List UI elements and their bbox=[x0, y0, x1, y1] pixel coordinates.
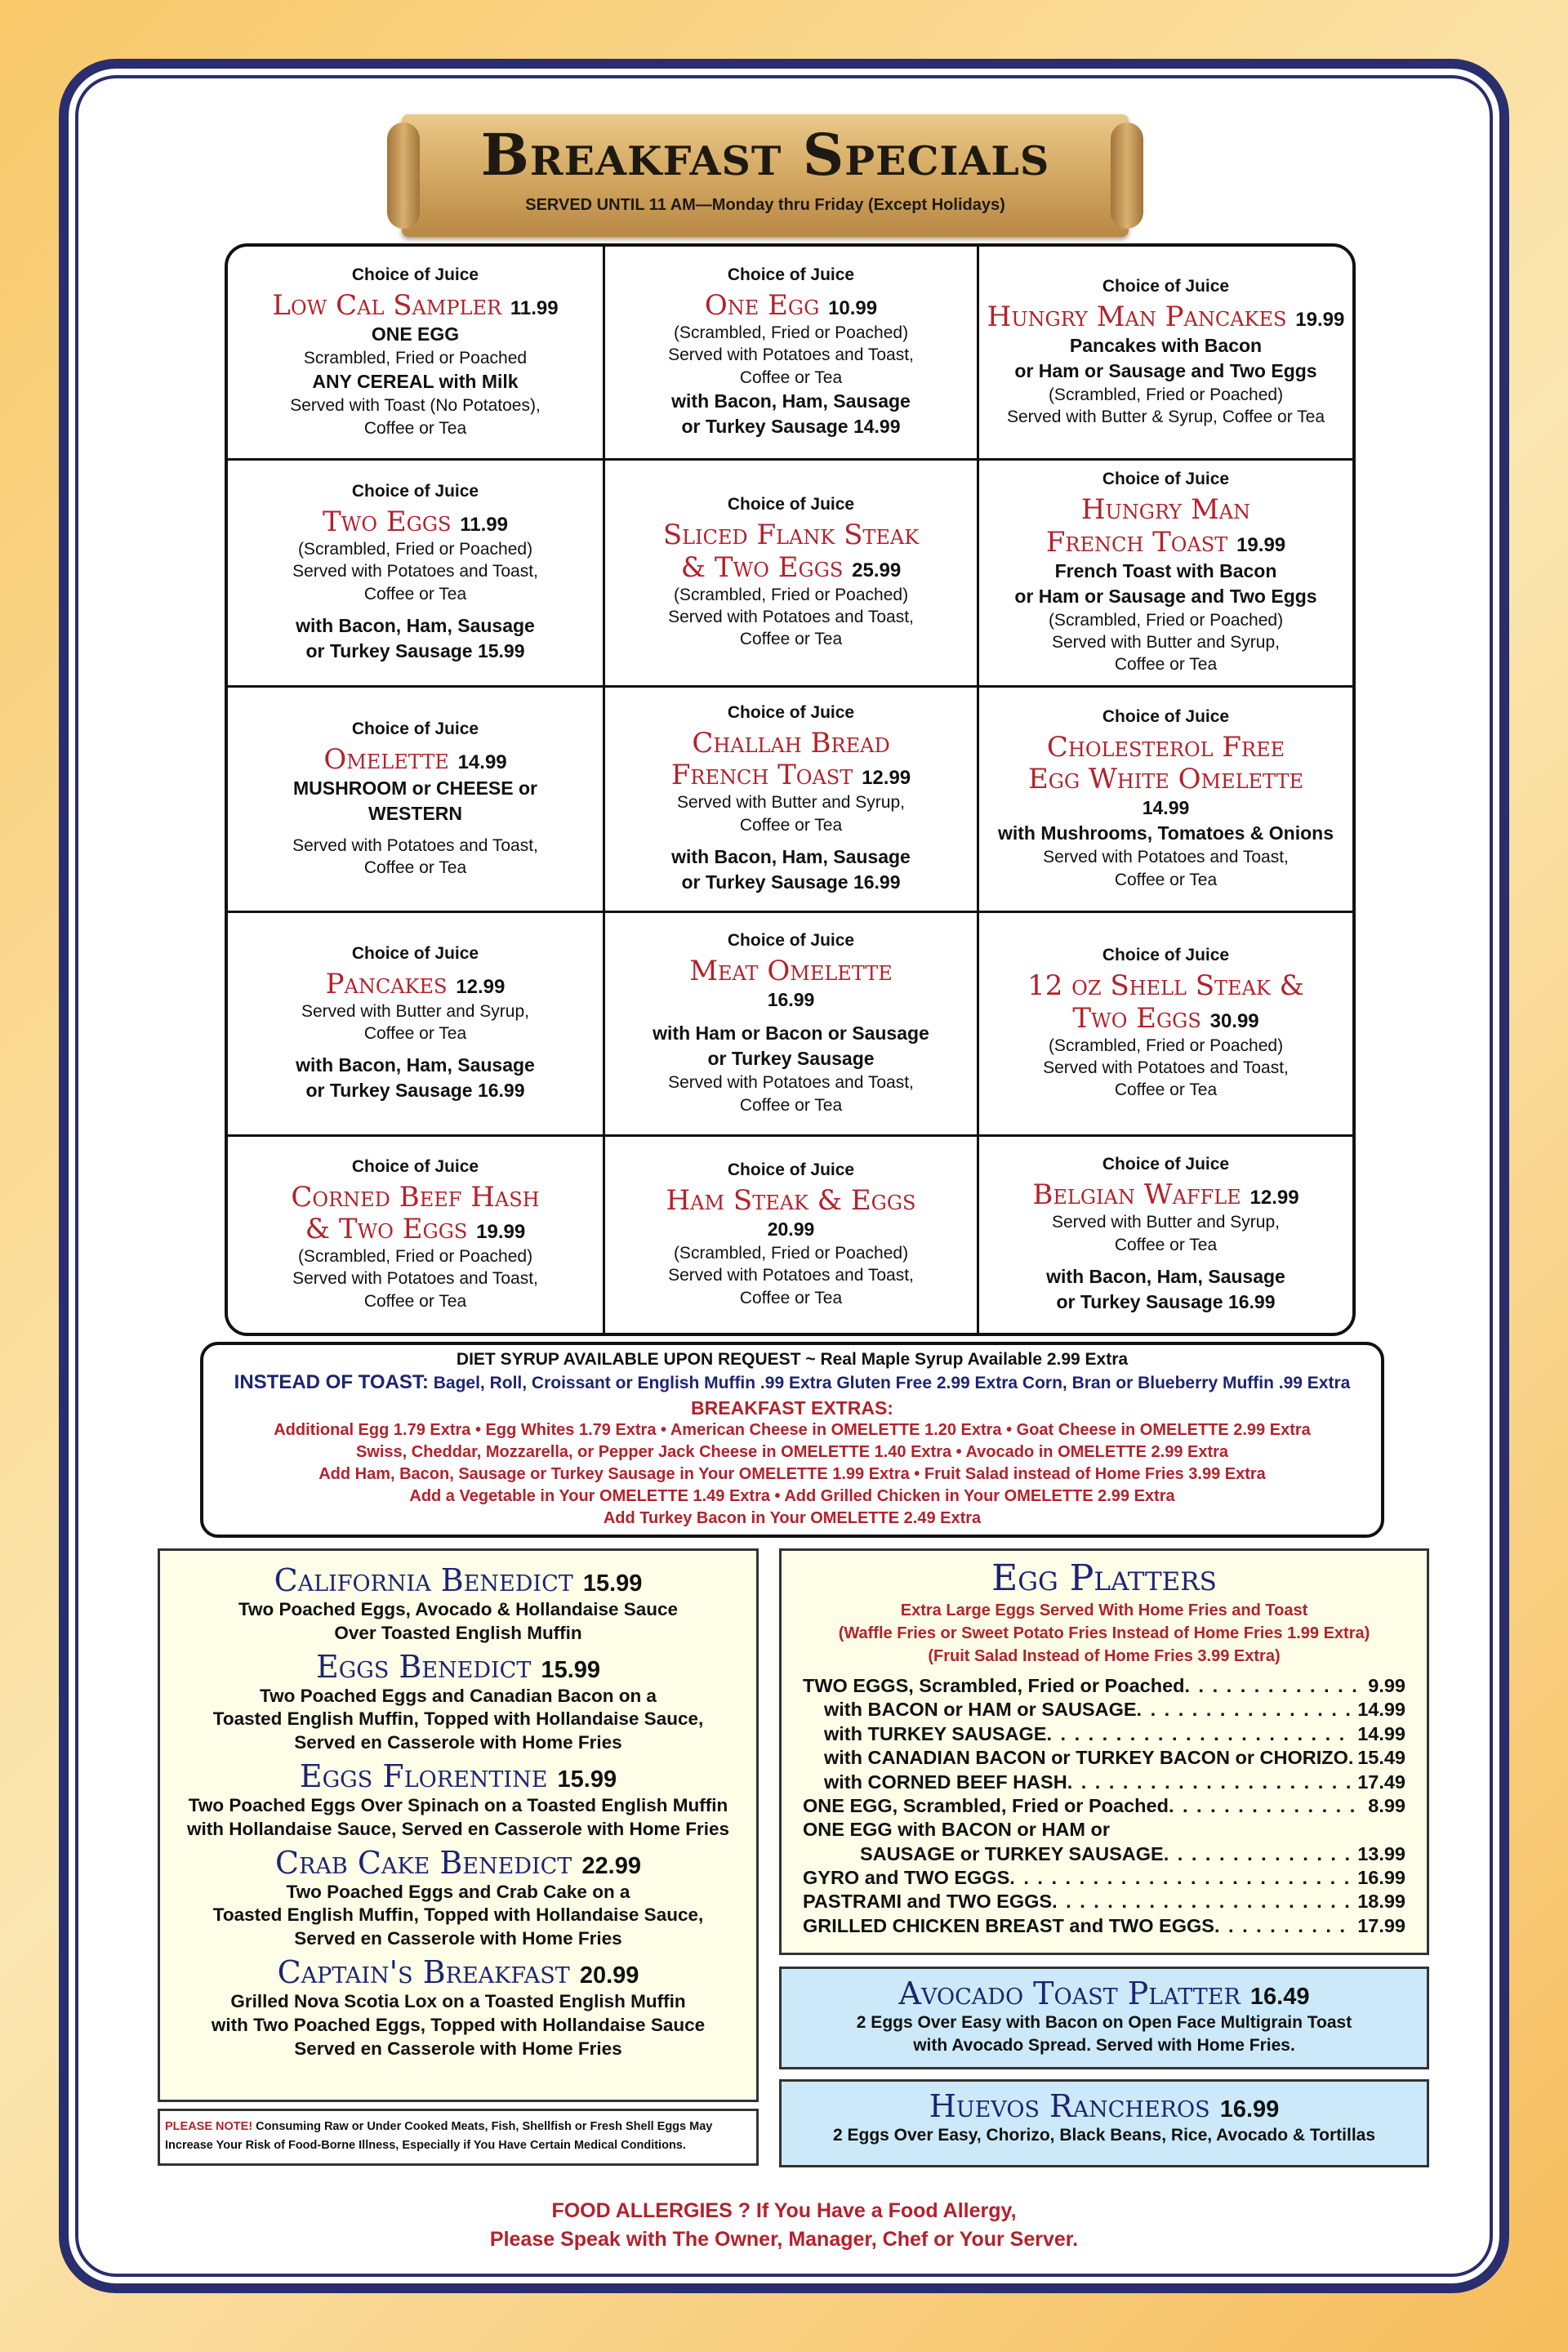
item-title-2: Egg White Omelette bbox=[1027, 763, 1304, 796]
item-name: Two Eggs bbox=[1072, 1001, 1201, 1035]
avocado-toast-box bbox=[779, 1967, 1429, 2069]
platter-label: ONE EGG with BACON or HAM or bbox=[803, 1819, 1110, 1841]
item-line: or Turkey Sausage 16.99 bbox=[1056, 1290, 1276, 1312]
item-line: Served with Potatoes and Toast, bbox=[292, 835, 538, 855]
benedict-title bbox=[160, 1845, 756, 1881]
special-omelette bbox=[228, 688, 605, 913]
item-line: ANY CEREAL with Milk bbox=[312, 371, 519, 393]
item-line: Served with Butter and Syrup, bbox=[1052, 1213, 1280, 1232]
item-line: (Scrambled, Fried or Poached) bbox=[673, 323, 909, 343]
item-line: Toasted English Muffin, Topped with Hollandaise Sauce, bbox=[212, 1904, 704, 1926]
platter-price: 17.99 bbox=[1357, 1914, 1405, 1936]
item-price: 16.99 bbox=[767, 989, 815, 1011]
special-shell-steak bbox=[979, 913, 1352, 1137]
platter-price: 17.49 bbox=[1357, 1771, 1405, 1793]
item-name: California Benedict bbox=[274, 1562, 573, 1598]
item-line: 2 Eggs Over Easy with Bacon on Open Face Multigrain Toast bbox=[856, 2013, 1352, 2032]
item-line: Served with Butter and Syrup, bbox=[301, 1001, 529, 1021]
special-low-cal-sampler bbox=[228, 247, 605, 461]
juice-label: Choice of Juice bbox=[351, 265, 479, 284]
item-line: 2 Eggs Over Easy, Chorizo, Black Beans, Rice, Avocado & Tortillas bbox=[832, 2126, 1376, 2145]
item-line: Coffee or Tea bbox=[1114, 1235, 1218, 1254]
platter-price: 16.99 bbox=[1357, 1867, 1405, 1888]
item-line: Coffee or Tea bbox=[363, 1291, 467, 1311]
note-lead: PLEASE NOTE! bbox=[165, 2120, 253, 2133]
item-line: (Scrambled, Fried or Poached) bbox=[673, 585, 909, 604]
platters-list bbox=[803, 1674, 1405, 1938]
item-price: 12.99 bbox=[456, 975, 506, 998]
food-allergy-notice bbox=[0, 2197, 1568, 2254]
item-line: (Scrambled, Fried or Poached) bbox=[1048, 610, 1284, 630]
leader-dots bbox=[1052, 1890, 1354, 1913]
item-price: 15.99 bbox=[582, 1570, 643, 1597]
juice-label: Choice of Juice bbox=[351, 719, 479, 738]
item-line: with Bacon, Ham, Sausage bbox=[296, 614, 535, 636]
leader-dots bbox=[1348, 1746, 1354, 1770]
item-line: with Avocado Spread. Served with Home Fries. bbox=[913, 2036, 1295, 2056]
diet-syrup-line: DIET SYRUP AVAILABLE UPON REQUEST ~ Real Maple Syrup Available 2.99 Extra bbox=[456, 1350, 1129, 1369]
item-line: Two Poached Eggs, Avocado & Hollandaise Sauce bbox=[238, 1599, 679, 1619]
item-name: Omelette bbox=[323, 742, 449, 776]
item-line: Served with Potatoes and Toast, bbox=[1043, 1058, 1289, 1077]
item-line: Over Toasted English Muffin bbox=[334, 1622, 582, 1643]
item-line: with Bacon, Ham, Sausage bbox=[1046, 1265, 1285, 1287]
juice-label: Choice of Juice bbox=[727, 1160, 855, 1179]
toast-rest: Bagel, Roll, Croissant or English Muffin .99 Extra Gluten Free 2.99 Extra Corn, Bran or Blueberry Muffin .99 Extra bbox=[428, 1374, 1351, 1392]
item-title bbox=[323, 506, 508, 538]
leader-dots bbox=[1009, 1866, 1354, 1890]
item-price: 19.99 bbox=[1236, 533, 1286, 556]
item-line: Coffee or Tea bbox=[739, 630, 843, 649]
item-line: Coffee or Tea bbox=[1114, 1080, 1218, 1100]
item-line: Scrambled, Fried or Poached bbox=[303, 349, 528, 368]
platter-price: 9.99 bbox=[1368, 1675, 1405, 1696]
huevos-title bbox=[782, 2088, 1427, 2124]
item-line: with Bacon, Ham, Sausage bbox=[671, 845, 911, 867]
item-line: (Scrambled, Fried or Poached) bbox=[1048, 1036, 1284, 1055]
platter-row bbox=[803, 1722, 1405, 1746]
avocado-title bbox=[782, 1976, 1427, 2011]
extras-line: Add Ham, Bacon, Sausage or Turkey Sausage in Your OMELETTE 1.99 Extra • Fruit Salad instead of Home Fries 3.99 Extra bbox=[318, 1465, 1266, 1483]
item-name: Two Eggs bbox=[323, 505, 452, 538]
platter-row bbox=[803, 1866, 1405, 1890]
special-corned-beef-hash bbox=[228, 1137, 605, 1333]
item-title-2 bbox=[681, 552, 901, 584]
item-line: Coffee or Tea bbox=[363, 418, 467, 438]
juice-label: Choice of Juice bbox=[1102, 470, 1230, 489]
item-line: with Hollandaise Sauce, Served en Casserole with Home Fries bbox=[187, 1818, 729, 1839]
special-belgian-waffle bbox=[979, 1137, 1352, 1333]
item-line: (Scrambled, Fried or Poached) bbox=[297, 540, 533, 559]
toast-options-line bbox=[203, 1371, 1381, 1394]
platter-price: 8.99 bbox=[1368, 1794, 1405, 1816]
platter-label: GYRO and TWO EGGS bbox=[803, 1867, 1010, 1888]
item-name: Hungry Man Pancakes bbox=[987, 300, 1287, 333]
item-line: Coffee or Tea bbox=[1114, 870, 1218, 889]
item-name: Eggs Florentine bbox=[299, 1757, 548, 1794]
item-line: or Turkey Sausage 16.99 bbox=[305, 1080, 525, 1102]
special-hungry-man-pancakes bbox=[979, 247, 1352, 461]
item-line: Coffee or Tea bbox=[739, 1288, 843, 1307]
special-pancakes bbox=[228, 913, 605, 1137]
item-line: MUSHROOM or CHEESE or bbox=[292, 777, 538, 799]
item-line: or Ham or Sausage and Two Eggs bbox=[1014, 359, 1317, 381]
item-line: Served en Casserole with Home Fries bbox=[294, 1928, 622, 1949]
health-warning-note bbox=[158, 2109, 759, 2166]
item-line: Two Poached Eggs and Crab Cake on a bbox=[286, 1881, 630, 1902]
juice-label: Choice of Juice bbox=[1102, 1155, 1230, 1174]
item-line: Served with Butter and Syrup, bbox=[1052, 632, 1280, 652]
item-line: with Ham or Bacon or Sausage bbox=[653, 1022, 929, 1045]
item-title-2 bbox=[1072, 1003, 1258, 1035]
platter-label: PASTRAMI and TWO EGGS bbox=[803, 1891, 1053, 1913]
leader-dots bbox=[1214, 1914, 1354, 1938]
special-ham-steak-eggs bbox=[605, 1137, 979, 1333]
item-line: with Bacon, Ham, Sausage bbox=[671, 390, 911, 412]
item-name: & Two Eggs bbox=[305, 1213, 468, 1246]
item-line: or Turkey Sausage 14.99 bbox=[681, 415, 901, 437]
platter-row bbox=[803, 1914, 1405, 1938]
item-price: 25.99 bbox=[852, 559, 902, 581]
leader-dots bbox=[1137, 1698, 1355, 1722]
platters-sub: (Fruit Salad Instead of Home Fries 3.99 Extra) bbox=[928, 1647, 1281, 1665]
item-line: (Scrambled, Fried or Poached) bbox=[673, 1244, 909, 1263]
juice-label: Choice of Juice bbox=[727, 495, 855, 514]
special-hungry-man-french-toast bbox=[979, 461, 1352, 688]
item-price: 20.99 bbox=[579, 1962, 639, 1989]
item-title-2 bbox=[671, 760, 911, 791]
platter-price: 14.99 bbox=[1357, 1722, 1405, 1744]
platters-sub: (Waffle Fries or Sweet Potato Fries Instead of Home Fries 1.99 Extra) bbox=[838, 1624, 1370, 1642]
item-line: Pancakes with Bacon bbox=[1069, 334, 1263, 356]
item-line: Served with Potatoes and Toast, bbox=[292, 1269, 538, 1289]
allergy-line-2: Please Speak with The Owner, Manager, Chef or Your Server. bbox=[489, 2228, 1079, 2251]
item-line: Served with Butter & Syrup, Coffee or Tea bbox=[1006, 408, 1325, 427]
item-name: Low Cal Sampler bbox=[272, 288, 502, 322]
special-meat-omelette bbox=[605, 913, 979, 1137]
item-line: Coffee or Tea bbox=[739, 1095, 843, 1115]
item-line: Served with Potatoes and Toast, bbox=[668, 345, 914, 365]
juice-label: Choice of Juice bbox=[727, 703, 855, 723]
platters-title: Egg Platters bbox=[991, 1557, 1217, 1599]
item-title-2 bbox=[305, 1214, 525, 1245]
item-title bbox=[987, 301, 1345, 333]
item-line: ONE EGG bbox=[371, 323, 460, 345]
benedict-title bbox=[160, 1758, 756, 1794]
allergy-line-1: FOOD ALLERGIES ? If You Have a Food Allergy, bbox=[551, 2199, 1017, 2222]
platter-label: with TURKEY SAUSAGE bbox=[824, 1722, 1047, 1744]
platters-sub: Extra Large Eggs Served With Home Fries and Toast bbox=[900, 1601, 1308, 1619]
item-line: Served with Potatoes and Toast, bbox=[668, 1266, 914, 1285]
egg-platters-box bbox=[779, 1548, 1429, 1955]
item-line: with Two Poached Eggs, Topped with Hollandaise Sauce bbox=[211, 2014, 706, 2035]
extras-line: Add a Vegetable in Your OMELETTE 1.49 Extra • Add Grilled Chicken in Your OMELETTE 2.99 Extra bbox=[409, 1487, 1175, 1505]
leader-dots bbox=[1046, 1722, 1354, 1746]
leader-dots bbox=[1185, 1674, 1365, 1698]
platter-label: SAUSAGE or TURKEY SAUSAGE bbox=[860, 1842, 1164, 1864]
page-title: Breakfast Specials bbox=[480, 121, 1050, 189]
item-line: Two Poached Eggs and Canadian Bacon on a bbox=[260, 1685, 657, 1706]
juice-label: Choice of Juice bbox=[351, 1156, 479, 1176]
item-name: Captain's Breakfast bbox=[277, 1953, 570, 1990]
item-price: 19.99 bbox=[1295, 308, 1345, 331]
extras-line: Additional Egg 1.79 Extra • Egg Whites 1.79 Extra • American Cheese in OMELETTE 1.20 Extra • Goat Cheese in OMELETTE 2.99 Extra bbox=[274, 1421, 1311, 1439]
specials-grid bbox=[225, 243, 1356, 1336]
title-banner bbox=[402, 114, 1129, 237]
platter-label: with CANADIAN BACON or TURKEY BACON or CHORIZO bbox=[824, 1747, 1348, 1769]
special-one-egg bbox=[605, 247, 979, 461]
item-name: One Egg bbox=[704, 288, 820, 322]
huevos-rancheros-box bbox=[779, 2079, 1429, 2167]
page-subtitle: SERVED UNTIL 11 AM—Monday thru Friday (Except Holidays) bbox=[525, 196, 1005, 214]
platter-row bbox=[803, 1818, 1405, 1842]
platter-row bbox=[803, 1842, 1405, 1866]
juice-label: Choice of Juice bbox=[1102, 707, 1230, 727]
benedict-title bbox=[160, 1954, 756, 1990]
item-title: Ham Steak & Eggs bbox=[666, 1183, 916, 1217]
item-line: Served en Casserole with Home Fries bbox=[294, 2038, 622, 2059]
item-price: 12.99 bbox=[1250, 1187, 1299, 1209]
item-title: Challah Bread bbox=[692, 727, 890, 760]
item-price: 20.99 bbox=[767, 1218, 815, 1241]
platter-row bbox=[803, 1698, 1405, 1722]
item-line: Served with Potatoes and Toast, bbox=[668, 1073, 914, 1093]
item-line: Coffee or Tea bbox=[739, 368, 843, 387]
benedict-title bbox=[160, 1649, 756, 1685]
item-title bbox=[705, 290, 877, 322]
platter-row bbox=[803, 1890, 1405, 1913]
item-line: Served en Casserole with Home Fries bbox=[294, 1732, 622, 1753]
item-price: 16.99 bbox=[1219, 2096, 1280, 2123]
item-price: 30.99 bbox=[1209, 1009, 1259, 1032]
extras-line: Add Turkey Bacon in Your OMELETTE 2.49 Extra bbox=[603, 1509, 982, 1527]
item-price: 11.99 bbox=[510, 296, 559, 319]
platter-price: 18.99 bbox=[1357, 1891, 1405, 1913]
platter-price: 13.99 bbox=[1357, 1842, 1405, 1864]
item-price: 15.99 bbox=[541, 1656, 601, 1683]
item-title bbox=[272, 290, 558, 322]
item-title bbox=[323, 744, 506, 776]
special-sliced-flank-steak bbox=[605, 461, 979, 688]
leader-dots bbox=[1067, 1771, 1355, 1794]
item-name: Huevos Rancheros bbox=[929, 2088, 1210, 2124]
platter-label: with BACON or HAM or SAUSAGE bbox=[824, 1699, 1137, 1721]
special-challah-french-toast bbox=[605, 688, 979, 913]
item-price: 11.99 bbox=[460, 513, 508, 536]
leader-dots bbox=[1164, 1842, 1354, 1866]
item-price: 14.99 bbox=[457, 751, 507, 773]
extras-line: Swiss, Cheddar, Mozzarella, or Pepper Jack Cheese in OMELETTE 1.40 Extra • Avocado in OMELETTE 2.99 Extra bbox=[355, 1443, 1229, 1461]
platter-row bbox=[803, 1746, 1405, 1770]
item-line: French Toast with Bacon bbox=[1054, 559, 1277, 581]
platter-label: GRILLED CHICKEN BREAST and TWO EGGS bbox=[803, 1914, 1214, 1936]
juice-label: Choice of Juice bbox=[351, 943, 479, 963]
item-title bbox=[326, 969, 506, 1000]
item-line: or Ham or Sausage and Two Eggs bbox=[1014, 585, 1317, 607]
item-line: with Mushrooms, Tomatoes & Onions bbox=[997, 822, 1334, 844]
item-price: 12.99 bbox=[862, 767, 911, 790]
juice-label: Choice of Juice bbox=[351, 481, 479, 501]
item-title: Meat Omelette bbox=[689, 955, 893, 988]
item-line: Served with Butter and Syrup, bbox=[677, 793, 905, 813]
leader-dots bbox=[1169, 1794, 1365, 1818]
special-two-eggs bbox=[228, 461, 605, 688]
item-name: & Two Eggs bbox=[680, 550, 844, 584]
item-line: Grilled Nova Scotia Lox on a Toasted English Muffin bbox=[230, 1990, 686, 2011]
item-name: Avocado Toast Platter bbox=[898, 1976, 1241, 2011]
item-line: or Turkey Sausage 16.99 bbox=[681, 871, 901, 893]
item-line: or Turkey Sausage 15.99 bbox=[305, 639, 525, 662]
platter-label: ONE EGG, Scrambled, Fried or Poached bbox=[803, 1794, 1169, 1816]
item-title bbox=[1032, 1179, 1298, 1211]
note-text: Consuming Raw or Under Cooked Meats, Fish, Shellfish or Fresh Shell Eggs May bbox=[252, 2120, 713, 2133]
item-line: Toasted English Muffin, Topped with Hollandaise Sauce, bbox=[212, 1708, 704, 1730]
item-price: 16.49 bbox=[1250, 1984, 1310, 2010]
item-line: Coffee or Tea bbox=[363, 858, 467, 878]
item-line: Served with Toast (No Potatoes), bbox=[290, 396, 541, 416]
item-name: French Toast bbox=[1045, 525, 1228, 559]
item-name: Eggs Benedict bbox=[315, 1648, 532, 1685]
breakfast-extras-box bbox=[200, 1342, 1384, 1538]
item-line: Served with Potatoes and Toast, bbox=[1043, 848, 1289, 867]
item-price: 22.99 bbox=[581, 1852, 641, 1879]
platter-row bbox=[803, 1794, 1405, 1818]
item-line: Coffee or Tea bbox=[363, 584, 467, 604]
juice-label: Choice of Juice bbox=[727, 265, 855, 284]
item-line: or Turkey Sausage bbox=[707, 1048, 875, 1070]
item-price: 19.99 bbox=[476, 1221, 526, 1244]
item-line: Coffee or Tea bbox=[739, 815, 843, 835]
item-title: 12 oz Shell Steak & bbox=[1027, 969, 1304, 1003]
platter-price: 14.99 bbox=[1357, 1699, 1405, 1721]
item-line: with Bacon, Ham, Sausage bbox=[296, 1054, 535, 1076]
item-title: Sliced Flank Steak bbox=[662, 519, 920, 552]
special-egg-white-omelette bbox=[979, 688, 1352, 913]
item-title: Cholesterol Free bbox=[1046, 731, 1285, 764]
platter-label: TWO EGGS, Scrambled, Fried or Poached bbox=[803, 1675, 1185, 1696]
benedicts-box bbox=[158, 1548, 759, 2102]
item-price: 10.99 bbox=[828, 296, 878, 319]
toast-lead: INSTEAD OF TOAST: bbox=[234, 1371, 429, 1393]
note-line-2: Increase Your Risk of Food-Borne Illness, Especially if You Have Certain Medical Conditions. bbox=[165, 2139, 686, 2153]
item-title-2 bbox=[1046, 527, 1285, 559]
item-name: French Toast bbox=[670, 759, 853, 792]
item-name: Crab Cake Benedict bbox=[275, 1844, 572, 1881]
item-name: Belgian Waffle bbox=[1032, 1178, 1241, 1212]
platter-label: with CORNED BEEF HASH bbox=[824, 1771, 1067, 1793]
juice-label: Choice of Juice bbox=[1102, 946, 1230, 965]
item-title: Corned Beef Hash bbox=[291, 1180, 540, 1214]
platter-price: 15.49 bbox=[1357, 1747, 1405, 1769]
juice-label: Choice of Juice bbox=[727, 931, 855, 951]
item-line: Coffee or Tea bbox=[1114, 655, 1218, 675]
platter-row bbox=[803, 1674, 1405, 1698]
juice-label: Choice of Juice bbox=[1102, 276, 1230, 296]
item-line: Served with Potatoes and Toast, bbox=[668, 607, 914, 626]
item-name: Pancakes bbox=[325, 967, 448, 1000]
item-line: Served with Potatoes and Toast, bbox=[292, 562, 538, 581]
item-price: 14.99 bbox=[1142, 797, 1190, 819]
item-line: WESTERN bbox=[368, 802, 462, 824]
platter-row bbox=[803, 1771, 1405, 1794]
item-line: Coffee or Tea bbox=[363, 1024, 467, 1043]
item-price: 15.99 bbox=[557, 1766, 617, 1793]
item-line: Two Poached Eggs Over Spinach on a Toasted English Muffin bbox=[188, 1794, 728, 1815]
note-line-1 bbox=[165, 2118, 751, 2136]
item-title: Hungry Man bbox=[1080, 493, 1251, 527]
benedict-title bbox=[160, 1562, 756, 1598]
item-line: (Scrambled, Fried or Poached) bbox=[297, 1247, 533, 1267]
extras-heading: BREAKFAST EXTRAS: bbox=[691, 1397, 893, 1419]
item-line: (Scrambled, Fried or Poached) bbox=[1048, 385, 1284, 404]
